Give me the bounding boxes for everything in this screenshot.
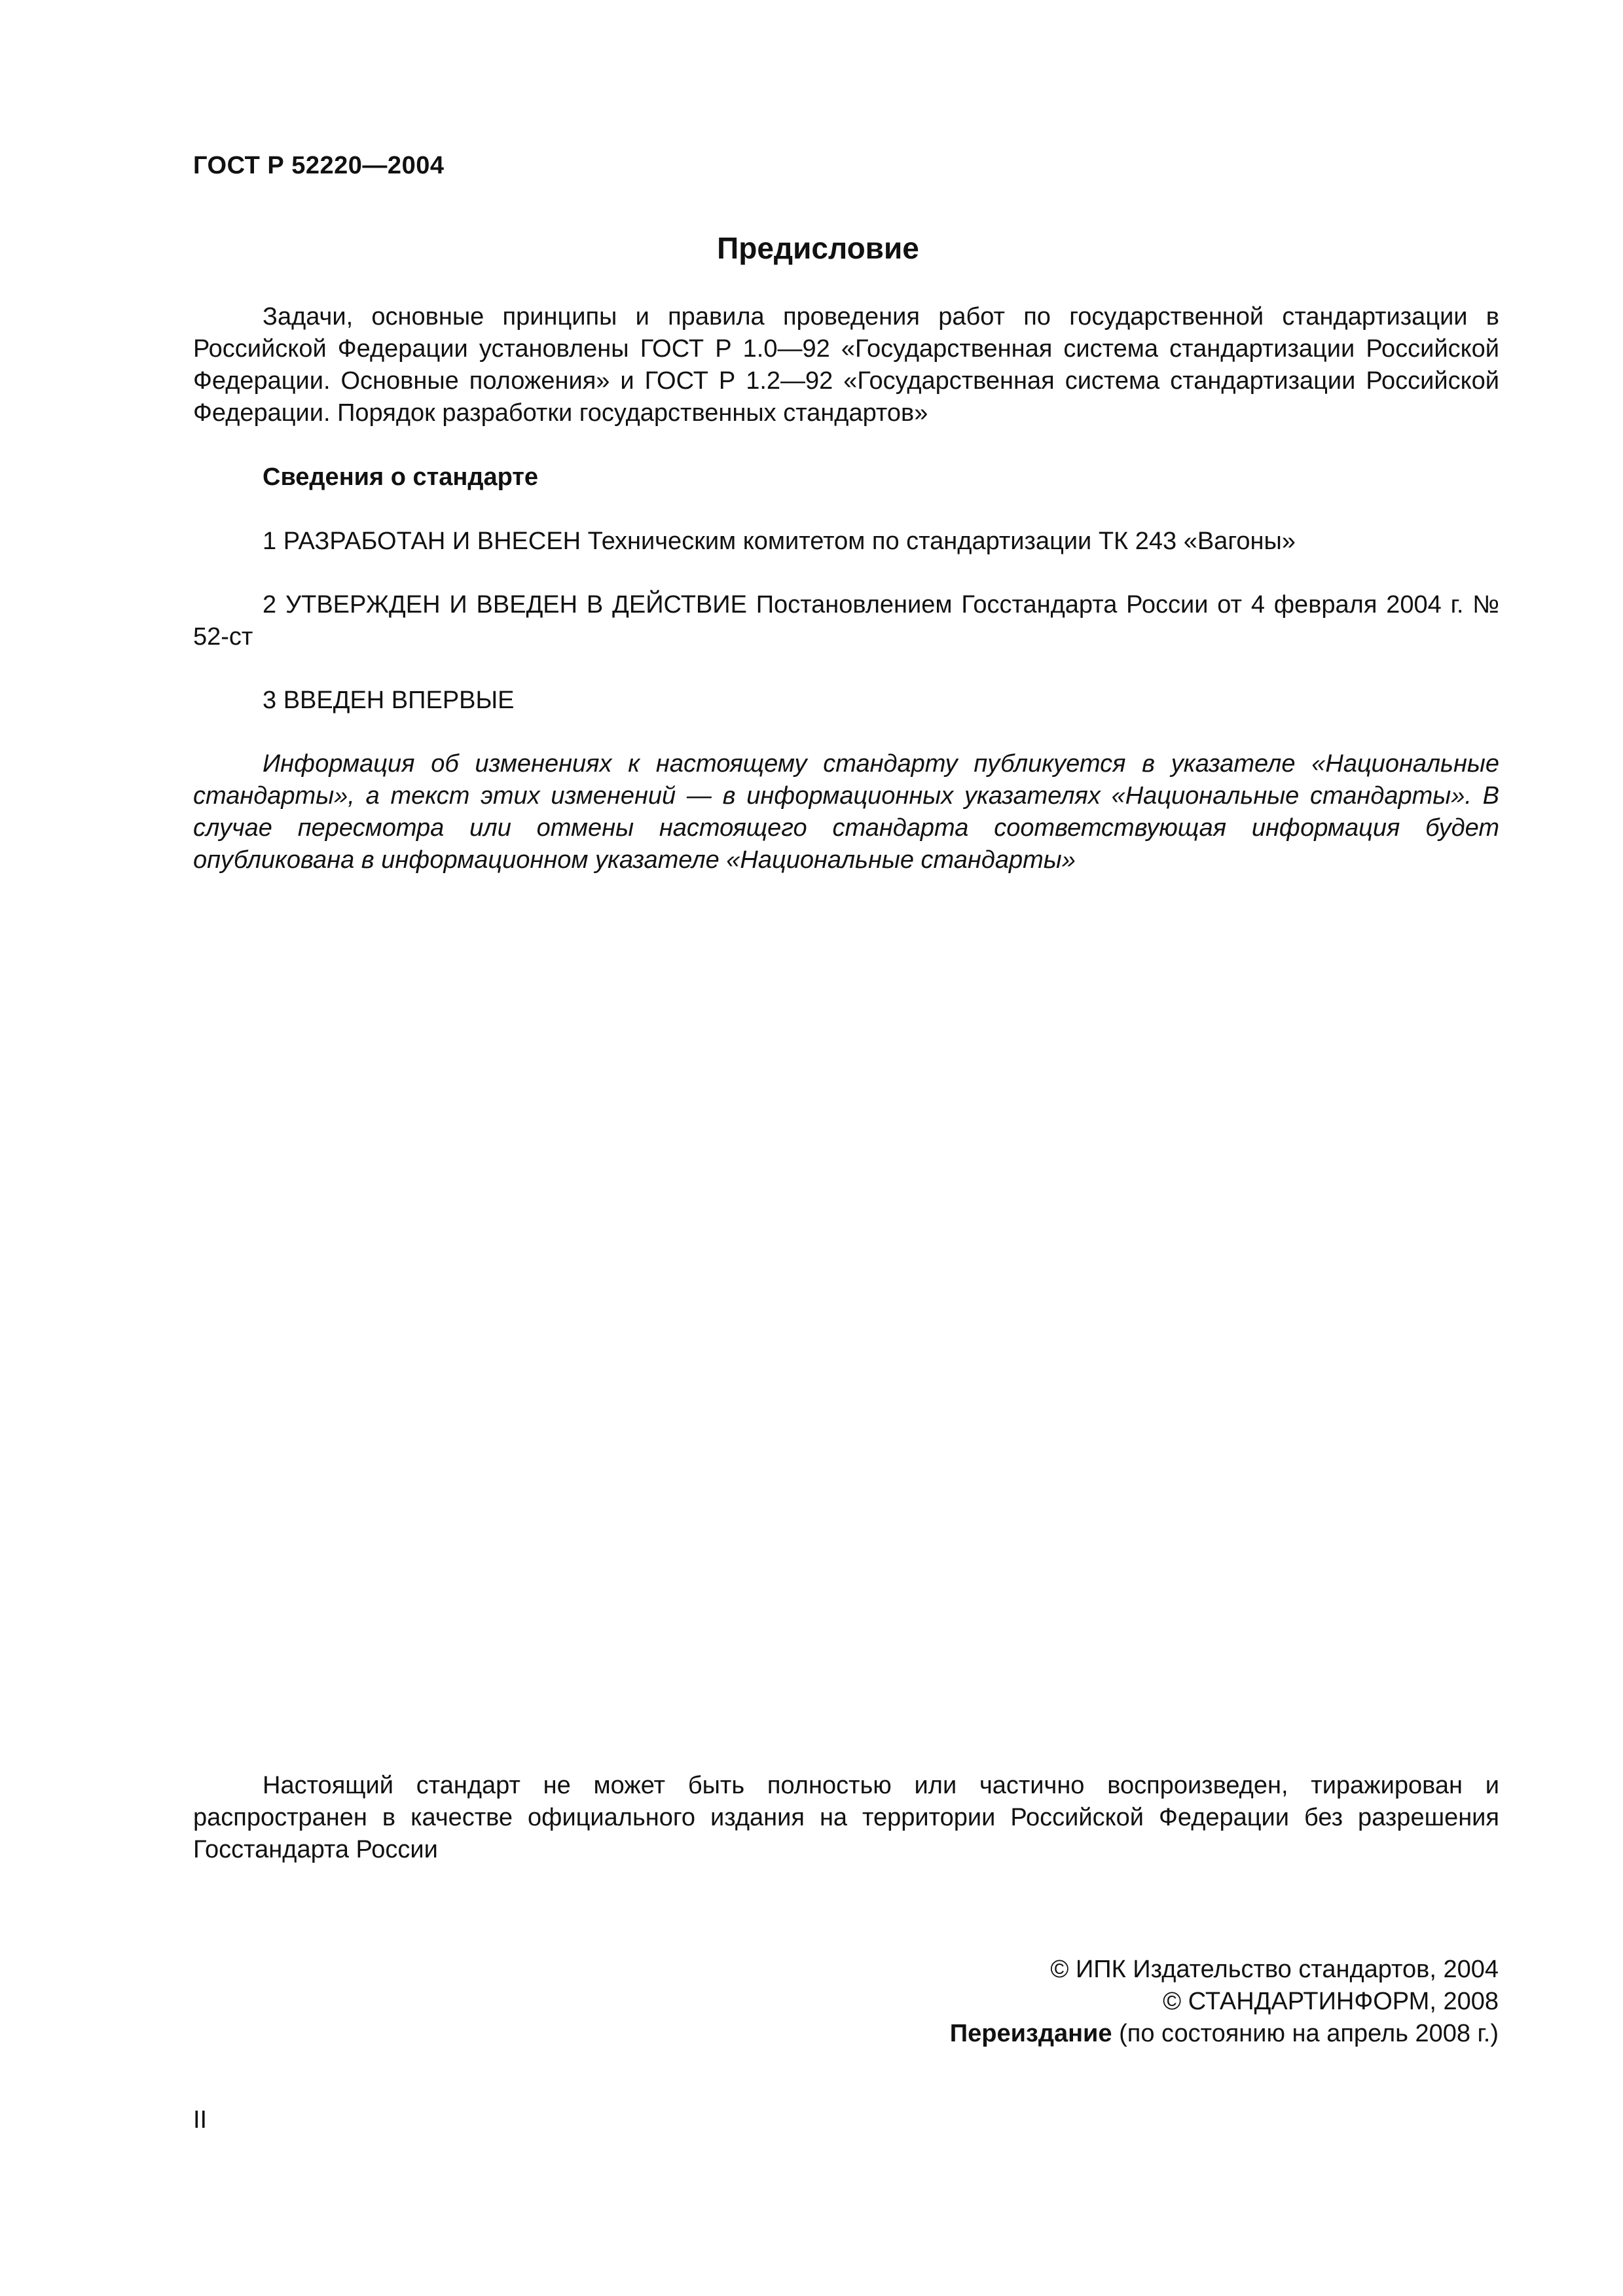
foreword-intro-paragraph: Задачи, основные принципы и правила проведения работ по государственной стандартизации в Российской Федерации установлены ГОСТ Р 1.0—92 «Государственная система стандартизации Российской Федерации. Основные положения» и ГОСТ Р 1.2—92 «Государственная система стандартизации Российской Федерации. Порядок разработки государственных стандартов» [193, 303, 1499, 427]
copyright-line-1: © ИПК Издательство стандартов, 2004 [1050, 1956, 1499, 1983]
foreword-title-text: Предисловие [717, 231, 919, 265]
amendments-info-paragraph: Информация об изменениях к настоящему стандарту публикуется в указателе «Национальные стандарты», а текст этих изменений — в информационных указателях «Национальные стандарты». В случае пересмотра или отмены настоящего стандарта соответствующая информация будет опубликована в информационном указателе «Национальные стандарты» [193, 750, 1499, 874]
reissue-label: Переиздание [949, 2020, 1112, 2047]
standard-info-item-2: 2 УТВЕРЖДЕН И ВВЕДЕН В ДЕЙСТВИЕ Постановлением Госстандарта России от 4 февраля 2004 г. № 52-ст [193, 591, 1499, 651]
reissue-note: (по состоянию на апрель 2008 г.) [1112, 2020, 1499, 2047]
reissue-line [950, 2018, 1499, 2050]
foreword-title [0, 230, 1623, 266]
reproduction-notice: Настоящий стандарт не может быть полностью или частично воспроизведен, тиражирован и распространен в качестве официального издания на территории Российской Федерации без разрешения Госстандарта России [193, 1772, 1499, 1863]
page-number: II [193, 2106, 208, 2134]
copyright-block [950, 1954, 1499, 2050]
standard-info-item-1: 1 РАЗРАБОТАН И ВНЕСЕН Техническим комитетом по стандартизации ТК 243 «Вагоны» [263, 528, 1296, 555]
standard-info-item-3: 3 ВВЕДЕН ВПЕРВЫЕ [263, 687, 515, 714]
standard-info-heading: Сведения о стандарте [263, 463, 539, 491]
copyright-line-2: © СТАНДАРТИНФОРМ, 2008 [1163, 1988, 1499, 2015]
document-code: ГОСТ Р 52220—2004 [193, 152, 445, 179]
